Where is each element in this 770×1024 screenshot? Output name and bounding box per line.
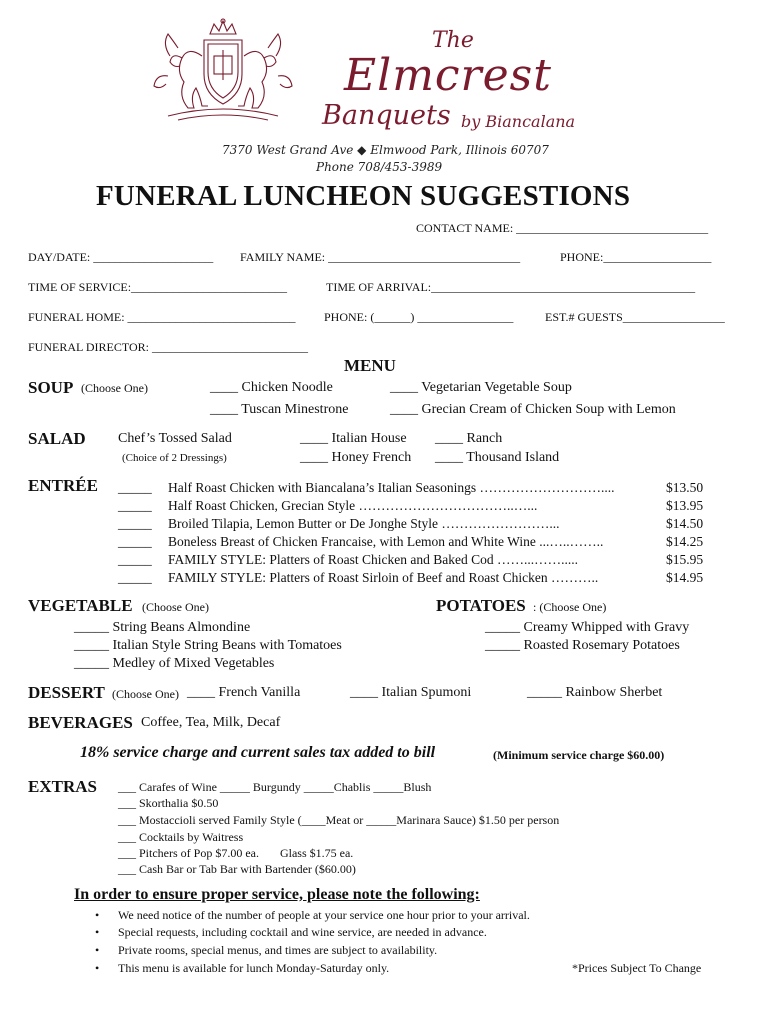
potatoes-label: POTATOES [436, 596, 526, 615]
salad-note: (Choice of 2 Dressings) [122, 452, 227, 464]
brand-name: Elmcrest [344, 50, 552, 101]
funeral-home-phone-field[interactable]: PHONE: (______) ________________ [324, 310, 514, 324]
entree-blank[interactable]: _____ [118, 534, 152, 549]
entree-price: $14.50 [666, 516, 704, 531]
beverages-label: BEVERAGES [28, 713, 133, 732]
entree-price: $15.95 [666, 552, 704, 567]
dessert-option[interactable]: ____ French Vanilla [187, 685, 301, 700]
extras-line[interactable]: ___ Mostaccioli served Family Style (____Meat or _____Marinara Sauce) $1.50 per person [118, 813, 560, 827]
dressing-option[interactable]: ____ Ranch [435, 431, 503, 446]
extras-label: EXTRAS [28, 777, 97, 796]
brand-the: The [432, 28, 474, 53]
soup-option[interactable]: ____ Grecian Cream of Chicken Soup with Lemon [390, 402, 676, 417]
entree-blank[interactable]: _____ [118, 552, 152, 567]
time-of-service-field[interactable]: TIME OF SERVICE:__________________________ [28, 280, 288, 294]
bullet-icon: • [95, 925, 100, 939]
extras-line[interactable]: ___ Cocktails by Waitress [118, 830, 244, 844]
entree-blank[interactable]: _____ [118, 516, 152, 531]
crest-logo [148, 16, 298, 124]
vegetable-option[interactable]: _____ Medley of Mixed Vegetables [74, 656, 275, 671]
extras-line[interactable]: ___ Skorthalia $0.50 [118, 796, 219, 810]
soup-note: (Choose One) [81, 381, 148, 395]
time-of-arrival-field[interactable]: TIME OF ARRIVAL:____________________________________________ [326, 280, 696, 294]
entree-desc: Broiled Tilapia, Lemon Butter or De Jonghe Style ……………………... [168, 516, 560, 531]
bullet-icon: • [95, 908, 100, 922]
entree-label: ENTRÉE [28, 476, 98, 495]
est-guests-field[interactable]: EST.# GUESTS_________________ [545, 310, 725, 324]
potatoes-note: : (Choose One) [533, 600, 607, 614]
entree-price: $13.95 [666, 498, 704, 513]
menu-heading: MENU [344, 356, 396, 375]
phone-line: Phone 708/453-3989 [316, 160, 443, 174]
salad-label: SALAD [28, 429, 86, 448]
family-name-field[interactable]: FAMILY NAME: ________________________________ [240, 250, 521, 264]
minimum-charge: (Minimum service charge $60.00) [493, 748, 665, 762]
entree-desc: Boneless Breast of Chicken Francaise, with Lemon and White Wine ...…..…….. [168, 534, 604, 549]
notice-heading: In order to ensure proper service, please note the following: [74, 886, 480, 903]
service-charge: 18% service charge and current sales tax added to bill [80, 744, 436, 761]
notice-bullet: This menu is available for lunch Monday-Saturday only. [118, 961, 390, 975]
prices-note: *Prices Subject To Change [572, 961, 702, 975]
funeral-director-field[interactable]: FUNERAL DIRECTOR: __________________________ [28, 340, 309, 354]
entree-price: $14.95 [666, 570, 704, 585]
funeral-home-field[interactable]: FUNERAL HOME: ____________________________ [28, 310, 296, 324]
entree-price: $13.50 [666, 480, 704, 495]
potato-option[interactable]: _____ Roasted Rosemary Potatoes [485, 638, 680, 653]
soup-label: SOUP [28, 378, 74, 397]
brand-by: by Biancalana [461, 112, 576, 131]
extras-line[interactable]: ___ Carafes of Wine _____ Burgundy _____Chablis _____Blush [118, 780, 432, 794]
day-date-field[interactable]: DAY/DATE: ____________________ [28, 250, 214, 264]
vegetable-note: (Choose One) [142, 600, 209, 614]
bullet-icon: • [95, 943, 100, 957]
notice-bullet: Special requests, including cocktail and wine service, are needed in advance. [118, 925, 487, 939]
vegetable-option[interactable]: _____ String Beans Almondine [74, 620, 251, 635]
phone-field[interactable]: PHONE:__________________ [560, 250, 712, 264]
extras-line[interactable]: ___ Cash Bar or Tab Bar with Bartender ($60.00) [118, 862, 356, 876]
extras-line[interactable]: ___ Pitchers of Pop $7.00 ea. Glass $1.75 ea. [118, 846, 354, 860]
contact-name-field[interactable]: CONTACT NAME: ________________________________ [416, 221, 709, 235]
dessert-note: (Choose One) [112, 687, 179, 701]
dressing-option[interactable]: ____ Thousand Island [435, 450, 560, 465]
entree-price: $14.25 [666, 534, 704, 549]
dressing-option[interactable]: ____ Italian House [300, 431, 407, 446]
potato-option[interactable]: _____ Creamy Whipped with Gravy [485, 620, 690, 635]
beverages-text: Coffee, Tea, Milk, Decaf [141, 715, 281, 730]
dessert-option[interactable]: _____ Rainbow Sherbet [527, 685, 663, 700]
entree-desc: FAMILY STYLE: Platters of Roast Chicken and Baked Cod ……...……..... [168, 552, 578, 567]
vegetable-label: VEGETABLE [28, 596, 133, 615]
soup-option[interactable]: ____ Chicken Noodle [210, 380, 333, 395]
entree-blank[interactable]: _____ [118, 570, 152, 585]
salad-main: Chef’s Tossed Salad [118, 431, 232, 446]
notice-bullet: Private rooms, special menus, and times are subject to availability. [118, 943, 438, 957]
entree-desc: Half Roast Chicken with Biancalana’s Italian Seasonings ……………………….... [168, 480, 615, 495]
soup-option[interactable]: ____ Vegetarian Vegetable Soup [390, 380, 572, 395]
soup-option[interactable]: ____ Tuscan Minestrone [210, 402, 349, 417]
entree-blank[interactable]: _____ [118, 480, 152, 495]
dessert-label: DESSERT [28, 683, 105, 702]
brand-banquets: Banquets [322, 100, 451, 131]
entree-blank[interactable]: _____ [118, 498, 152, 513]
dessert-option[interactable]: ____ Italian Spumoni [350, 685, 472, 700]
notice-bullet: We need notice of the number of people at your service one hour prior to your arrival. [118, 908, 530, 922]
page-title: FUNERAL LUNCHEON SUGGESTIONS [96, 180, 631, 212]
entree-desc: FAMILY STYLE: Platters of Roast Sirloin of Beef and Roast Chicken ……….. [168, 570, 599, 585]
dressing-option[interactable]: ____ Honey French [300, 450, 412, 465]
address: 7370 West Grand Ave ◆ Elmwood Park, Illinois 60707 [222, 143, 549, 157]
bullet-icon: • [95, 961, 100, 975]
entree-desc: Half Roast Chicken, Grecian Style ……………………………..…... [168, 498, 538, 513]
vegetable-option[interactable]: _____ Italian Style String Beans with Tomatoes [74, 638, 342, 653]
